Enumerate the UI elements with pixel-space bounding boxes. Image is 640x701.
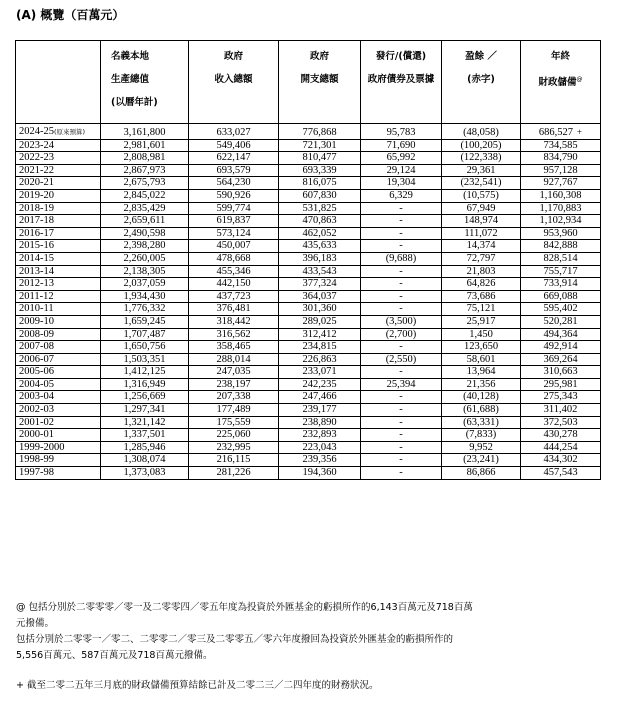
cell-surplus: (10,575) — [442, 189, 521, 202]
cell-bonds: 25,394 — [361, 378, 442, 391]
cell-surplus: 67,949 — [442, 202, 521, 215]
table-row — [16, 404, 601, 417]
cell-bonds: (2,700) — [361, 328, 442, 341]
cell-bonds: (2,550) — [361, 353, 442, 366]
cell-year: 2015-16 — [16, 240, 101, 253]
cell-rev: 693,579 — [189, 164, 279, 177]
cell-bonds: 71,690 — [361, 139, 442, 152]
cell-exp: 435,633 — [279, 240, 361, 253]
cell-rev: 455,346 — [189, 265, 279, 278]
cell-reserve: 755,717 — [521, 265, 601, 278]
cell-surplus: (122,338) — [442, 152, 521, 165]
reserve-footnote-mark: @ — [576, 76, 583, 83]
cell-gdp: 2,981,601 — [101, 139, 189, 152]
cell-year: 2009-10 — [16, 315, 101, 328]
cell-year: 1998-99 — [16, 454, 101, 467]
cell-rev: 619,837 — [189, 215, 279, 228]
footnote-at-line1: @ 包括分別於二零零零／零一及二零零四／零五年度為投資於外匯基金的虧損所作的6,143百萬元及718百萬 — [16, 602, 473, 613]
cell-rev: 316,562 — [189, 328, 279, 341]
table-row — [16, 416, 601, 429]
header-revenue: 政府 收入總額 — [189, 41, 279, 124]
table-row — [16, 315, 601, 328]
cell-rev: 232,995 — [189, 441, 279, 454]
header-bonds: 發行/(償還) 政府債券及票據 — [361, 41, 442, 124]
cell-gdp: 2,490,598 — [101, 227, 189, 240]
cell-exp: 470,863 — [279, 215, 361, 228]
cell-exp: 312,412 — [279, 328, 361, 341]
cell-gdp: 2,835,429 — [101, 202, 189, 215]
cell-exp: 233,071 — [279, 366, 361, 379]
footnote-at-line2: 元撥備。 — [16, 618, 55, 629]
cell-bonds: - — [361, 467, 442, 480]
cell-exp: 607,830 — [279, 189, 361, 202]
cell-reserve: 430,278 — [521, 429, 601, 442]
cell-rev: 450,007 — [189, 240, 279, 253]
cell-year: 2000-01 — [16, 429, 101, 442]
table-row — [16, 227, 601, 240]
cell-reserve: 311,402 — [521, 404, 601, 417]
cell-surplus: (63,331) — [442, 416, 521, 429]
cell-year: 2005-06 — [16, 366, 101, 379]
cell-bonds: - — [361, 366, 442, 379]
fiscal-overview-table — [15, 40, 601, 480]
cell-year: 1997-98 — [16, 467, 101, 480]
table-header-row — [16, 41, 601, 124]
table-row — [16, 189, 601, 202]
cell-gdp: 1,934,430 — [101, 290, 189, 303]
cell-rev: 281,226 — [189, 467, 279, 480]
cell-gdp: 2,037,059 — [101, 278, 189, 291]
header-surplus: 盈餘 ／ (赤字) — [442, 41, 521, 124]
cell-bonds: - — [361, 202, 442, 215]
cell-rev: 376,481 — [189, 303, 279, 316]
cell-surplus: 21,356 — [442, 378, 521, 391]
cell-bonds: - — [361, 265, 442, 278]
table-row — [16, 303, 601, 316]
cell-reserve: 828,514 — [521, 252, 601, 265]
header-gdp: 名義本地 生產總值 (以曆年計) — [101, 41, 189, 124]
cell-reserve: 927,767 — [521, 177, 601, 190]
cell-rev: 442,150 — [189, 278, 279, 291]
cell-reserve: 734,585 — [521, 139, 601, 152]
cell-bonds: (3,500) — [361, 315, 442, 328]
cell-reserve: 310,663 — [521, 366, 601, 379]
cell-gdp: 1,321,142 — [101, 416, 189, 429]
cell-year: 2023-24 — [16, 139, 101, 152]
plus-footnote-mark: + — [577, 126, 583, 137]
cell-reserve: 520,281 — [521, 315, 601, 328]
cell-reserve: 434,302 — [521, 454, 601, 467]
cell-rev: 216,115 — [189, 454, 279, 467]
cell-bonds: - — [361, 454, 442, 467]
cell-reserve: 953,960 — [521, 227, 601, 240]
table-row — [16, 353, 601, 366]
table-row — [16, 215, 601, 228]
table-row — [16, 240, 601, 253]
footnote-plus: + 截至二零二五年三月底的財政儲備預算結餘已計及二零二三／二四年度的財務狀況。 — [16, 680, 379, 691]
cell-rev: 437,723 — [189, 290, 279, 303]
table-row — [16, 341, 601, 354]
footnote-at-line4: 5,556百萬元、587百萬元及718百萬元撥備。 — [16, 650, 213, 661]
cell-surplus: (48,058) — [442, 124, 521, 140]
cell-exp: 396,183 — [279, 252, 361, 265]
table-row — [16, 202, 601, 215]
cell-reserve: 372,503 — [521, 416, 601, 429]
cell-gdp: 1,337,501 — [101, 429, 189, 442]
cell-rev: 564,230 — [189, 177, 279, 190]
cell-exp: 810,477 — [279, 152, 361, 165]
cell-surplus: (40,128) — [442, 391, 521, 404]
cell-surplus: 148,974 — [442, 215, 521, 228]
cell-bonds: - — [361, 441, 442, 454]
table-row — [16, 278, 601, 291]
cell-reserve: 669,088 — [521, 290, 601, 303]
table-row — [16, 252, 601, 265]
cell-exp: 289,025 — [279, 315, 361, 328]
cell-surplus: 25,917 — [442, 315, 521, 328]
cell-year: 1999-2000 — [16, 441, 101, 454]
cell-exp: 693,339 — [279, 164, 361, 177]
cell-surplus: 14,374 — [442, 240, 521, 253]
table-body — [16, 124, 601, 480]
original-estimate-note: (原來預算) — [54, 128, 86, 136]
cell-year: 2017-18 — [16, 215, 101, 228]
cell-exp: 232,893 — [279, 429, 361, 442]
cell-exp: 816,075 — [279, 177, 361, 190]
cell-exp: 247,466 — [279, 391, 361, 404]
cell-gdp: 1,297,341 — [101, 404, 189, 417]
cell-bonds: 6,329 — [361, 189, 442, 202]
cell-gdp: 2,138,305 — [101, 265, 189, 278]
cell-rev: 622,147 — [189, 152, 279, 165]
cell-year: 2011-12 — [16, 290, 101, 303]
cell-reserve: 457,543 — [521, 467, 601, 480]
cell-bonds: 65,992 — [361, 152, 442, 165]
table-row — [16, 378, 601, 391]
cell-bonds: - — [361, 240, 442, 253]
cell-rev: 238,197 — [189, 378, 279, 391]
cell-rev: 358,465 — [189, 341, 279, 354]
cell-reserve: 275,343 — [521, 391, 601, 404]
cell-exp: 377,324 — [279, 278, 361, 291]
cell-reserve: 1,102,934 — [521, 215, 601, 228]
table-row — [16, 391, 601, 404]
cell-year: 2018-19 — [16, 202, 101, 215]
cell-rev: 207,338 — [189, 391, 279, 404]
cell-rev: 478,668 — [189, 252, 279, 265]
cell-gdp: 1,776,332 — [101, 303, 189, 316]
cell-gdp: 1,650,756 — [101, 341, 189, 354]
cell-bonds: - — [361, 404, 442, 417]
cell-surplus: (23,241) — [442, 454, 521, 467]
cell-bonds: - — [361, 215, 442, 228]
cell-gdp: 1,316,949 — [101, 378, 189, 391]
cell-surplus: 75,121 — [442, 303, 521, 316]
cell-bonds: - — [361, 341, 442, 354]
cell-year: 2007-08 — [16, 341, 101, 354]
cell-reserve: 295,981 — [521, 378, 601, 391]
cell-bonds: - — [361, 278, 442, 291]
table-row — [16, 139, 601, 152]
cell-gdp: 2,675,793 — [101, 177, 189, 190]
cell-year: 2003-04 — [16, 391, 101, 404]
cell-rev: 225,060 — [189, 429, 279, 442]
cell-bonds: - — [361, 416, 442, 429]
cell-exp: 234,815 — [279, 341, 361, 354]
cell-reserve: 733,914 — [521, 278, 601, 291]
cell-gdp: 1,308,074 — [101, 454, 189, 467]
section-title: (A) 概覽（百萬元） — [16, 8, 125, 22]
cell-year: 2012-13 — [16, 278, 101, 291]
table-row — [16, 366, 601, 379]
cell-year: 2020-21 — [16, 177, 101, 190]
cell-year: 2021-22 — [16, 164, 101, 177]
cell-bonds: - — [361, 227, 442, 240]
cell-gdp: 1,373,083 — [101, 467, 189, 480]
cell-year: 2016-17 — [16, 227, 101, 240]
cell-year: 2002-03 — [16, 404, 101, 417]
cell-gdp: 2,867,973 — [101, 164, 189, 177]
cell-rev: 573,124 — [189, 227, 279, 240]
cell-surplus: 9,952 — [442, 441, 521, 454]
cell-surplus: (232,541) — [442, 177, 521, 190]
cell-bonds: - — [361, 391, 442, 404]
table-row — [16, 328, 601, 341]
table-row — [16, 429, 601, 442]
cell-surplus: 72,797 — [442, 252, 521, 265]
cell-reserve: 1,170,883 — [521, 202, 601, 215]
cell-reserve: 444,254 — [521, 441, 601, 454]
cell-bonds: 95,783 — [361, 124, 442, 140]
cell-gdp: 2,659,611 — [101, 215, 189, 228]
table-row — [16, 124, 601, 140]
cell-gdp: 1,659,245 — [101, 315, 189, 328]
cell-exp: 364,037 — [279, 290, 361, 303]
cell-bonds: 19,304 — [361, 177, 442, 190]
cell-reserve: 834,790 — [521, 152, 601, 165]
cell-reserve: 595,402 — [521, 303, 601, 316]
cell-gdp: 1,412,125 — [101, 366, 189, 379]
cell-year: 2010-11 — [16, 303, 101, 316]
cell-year: 2014-15 — [16, 252, 101, 265]
cell-surplus: 86,866 — [442, 467, 521, 480]
footnote-at-line3: 包括分別於二零零一／零二、二零零二／零三及二零零五／零六年度撥回為投資於外匯基金的虧損所作的 — [16, 634, 454, 645]
cell-surplus: 111,072 — [442, 227, 521, 240]
cell-reserve: 1,160,308 — [521, 189, 601, 202]
cell-surplus: 64,826 — [442, 278, 521, 291]
footnotes — [16, 600, 616, 694]
cell-rev: 633,027 — [189, 124, 279, 140]
cell-bonds: - — [361, 303, 442, 316]
cell-year: 2001-02 — [16, 416, 101, 429]
cell-surplus: (100,205) — [442, 139, 521, 152]
cell-rev: 599,774 — [189, 202, 279, 215]
cell-bonds: (9,688) — [361, 252, 442, 265]
cell-rev: 549,406 — [189, 139, 279, 152]
cell-gdp: 3,161,800 — [101, 124, 189, 140]
cell-exp: 301,360 — [279, 303, 361, 316]
cell-gdp: 2,845,022 — [101, 189, 189, 202]
cell-rev: 247,035 — [189, 366, 279, 379]
cell-surplus: (61,688) — [442, 404, 521, 417]
table-row — [16, 454, 601, 467]
table-row — [16, 152, 601, 165]
cell-rev: 318,442 — [189, 315, 279, 328]
cell-gdp: 2,260,005 — [101, 252, 189, 265]
cell-gdp: 2,398,280 — [101, 240, 189, 253]
cell-reserve: 842,888 — [521, 240, 601, 253]
cell-exp: 531,825 — [279, 202, 361, 215]
cell-exp: 462,052 — [279, 227, 361, 240]
header-reserve: 年終 財政儲備@ — [521, 41, 601, 124]
cell-bonds: 29,124 — [361, 164, 442, 177]
cell-bonds: - — [361, 290, 442, 303]
cell-year: 2022-23 — [16, 152, 101, 165]
cell-rev: 175,559 — [189, 416, 279, 429]
cell-year: 2013-14 — [16, 265, 101, 278]
table-row — [16, 290, 601, 303]
cell-surplus: 29,361 — [442, 164, 521, 177]
cell-reserve: 492,914 — [521, 341, 601, 354]
cell-exp: 242,235 — [279, 378, 361, 391]
cell-surplus: 123,650 — [442, 341, 521, 354]
cell-exp: 239,177 — [279, 404, 361, 417]
cell-gdp: 1,707,487 — [101, 328, 189, 341]
cell-exp: 194,360 — [279, 467, 361, 480]
cell-exp: 238,890 — [279, 416, 361, 429]
cell-exp: 239,356 — [279, 454, 361, 467]
cell-surplus: 13,964 — [442, 366, 521, 379]
cell-rev: 288,014 — [189, 353, 279, 366]
table-row — [16, 467, 601, 480]
cell-gdp: 1,256,669 — [101, 391, 189, 404]
header-expenditure: 政府 開支總額 — [279, 41, 361, 124]
table-row — [16, 164, 601, 177]
cell-surplus: (7,833) — [442, 429, 521, 442]
cell-gdp: 1,285,946 — [101, 441, 189, 454]
cell-reserve: 369,264 — [521, 353, 601, 366]
cell-rev: 177,489 — [189, 404, 279, 417]
cell-gdp: 2,808,981 — [101, 152, 189, 165]
cell-reserve: 494,364 — [521, 328, 601, 341]
cell-year: 2019-20 — [16, 189, 101, 202]
cell-bonds: - — [361, 429, 442, 442]
cell-year: 2008-09 — [16, 328, 101, 341]
cell-exp: 433,543 — [279, 265, 361, 278]
table-row — [16, 265, 601, 278]
cell-reserve: 686,527 + — [521, 124, 601, 140]
cell-exp: 226,863 — [279, 353, 361, 366]
table-row — [16, 441, 601, 454]
cell-surplus: 21,803 — [442, 265, 521, 278]
cell-surplus: 58,601 — [442, 353, 521, 366]
cell-rev: 590,926 — [189, 189, 279, 202]
cell-year: 2024-25(原來預算) — [16, 124, 101, 140]
cell-year: 2006-07 — [16, 353, 101, 366]
cell-exp: 721,301 — [279, 139, 361, 152]
table-row — [16, 177, 601, 190]
cell-exp: 223,043 — [279, 441, 361, 454]
cell-exp: 776,868 — [279, 124, 361, 140]
header-year — [16, 41, 101, 124]
cell-reserve: 957,128 — [521, 164, 601, 177]
cell-surplus: 1,450 — [442, 328, 521, 341]
cell-surplus: 73,686 — [442, 290, 521, 303]
cell-year: 2004-05 — [16, 378, 101, 391]
cell-gdp: 1,503,351 — [101, 353, 189, 366]
